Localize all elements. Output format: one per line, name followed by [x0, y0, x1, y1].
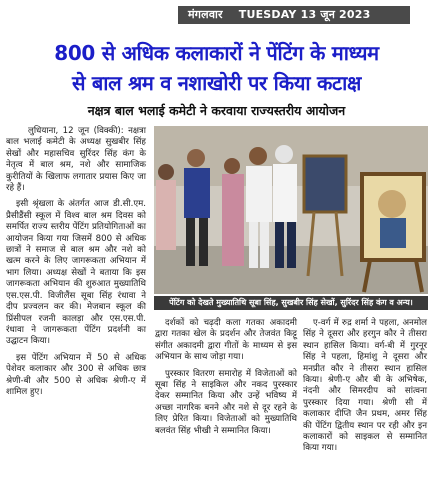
- paragraph: ए-वर्ग में रुद्र शर्मा ने पहला, अनमोल सिंह ने दूसरा और हरगुन कौर ने तीसरा स्थान हासिल किया। वर्ग-बी में गुरनूर सिंह ने पहला, हिमांशु ने दूसरा और मनप्रीत कौर ने तीसरा स्थान हासिल किया। श्रेणी-ए और बी के अभिषेक, नंदनी और सिमरदीप को सांत्वना पुरस्कार दिया गया। श्रेणी सी में कलाकार दीप्ति जैन प्रथम, अमर सिंह की पेंटिंग द्वितीय स्थान पर रही और इन कलाकारों को साइकल से सम्मानित किया गया।: [303, 318, 427, 454]
- paragraph: पुरस्कार वितरण समारोह में विजेताओं को सूबा सिंह ने साइकिल और नकद पुरस्कार देकर सम्मानित किया और उन्हें भविष्य में अच्छा नागरिक बनने और नशे से दूर रहने के लिए प्रेरित किया। विजेताओं को मुख्यातिथि बलवंत सिंह भीखी ने सम्मानित किया।: [155, 368, 297, 436]
- dateline-bar: [178, 6, 410, 24]
- paragraph: लुधियाना, 12 जून (विक्की): नक्षत्रा बाल भलाई कमेटी के अध्यक्ष सुखबीर सिंह सेखों और महासचिव सुरिंदर सिंह कंग के नेतृत्व में बाल श्रम, नशे और सामाजिक कुरीतियों के खिलाफ लगातार प्रयास किए जा रहे हैं।: [6, 126, 146, 194]
- headline-line-1: 800 से अधिक कलाकारों ने पेंटिंग के माध्यम: [54, 41, 379, 65]
- dateline-date: TUESDAY 13 जून 2023: [238, 8, 371, 21]
- news-photo: [154, 126, 428, 294]
- headline-line-2: से बाल श्रम व नशाखोरी पर किया कटाक्ष: [71, 71, 362, 95]
- paragraph: इस पेंटिंग अभियान में 50 से अधिक पेशेवर कलाकार और 300 से अधिक छात्र श्रेणी-बी और 500 से अधिक श्रेणी-ए में शामिल हुए।: [6, 352, 146, 397]
- paragraph: इसी श्रृंखला के अंतर्गत आज डी.सी.एम. प्रैसीडैंसी स्कूल में विश्व बाल श्रम दिवस को समर्पित राज्य स्तरीय पेंटिंग प्रतियोगिताओं का आयोजन किया गया जिसमें 800 से अधिक छात्रों ने समाज से बाल श्रम और नशे को खत्म करने के लिए जागरूकता अभियान में भाग लिया। अध्यक्ष सेखों ने बताया कि इस जागरूकता अभियान की शुरुआत मुख्यातिथि एस.एस.पी. विजीलैंस सूबा सिंह रंधावा ने दीप प्रज्वलन कर की। मेजबान स्कूल की प्रिंसीपल रजनी कालड़ा और एस.एस.पी. रंधावा ने जागरूकता पेंटिंग प्रदर्शनी का उद्घाटन किया।: [6, 199, 146, 347]
- article-column-1: [6, 126, 146, 403]
- headline: [6, 38, 427, 98]
- photo-illustration: [154, 126, 428, 294]
- article-column-3: [303, 318, 427, 460]
- article-column-2: [155, 318, 297, 442]
- dateline-day: मंगलवार: [188, 8, 223, 21]
- paragraph: दर्शकों को चढ़दी कला गतका अकादमी द्वारा गतका खेल के प्रदर्शन और तेजवंत किट्टू संगीत अकादमी द्वारा गीतों के माध्यम से इस अभियान के साथ जोड़ा गया।: [155, 318, 297, 363]
- subheadline: नक्षत्र बाल भलाई कमेटी ने करवाया राज्यस्तरीय आयोजन: [87, 103, 346, 118]
- photo-caption: पेंटिंग को देखते मुख्यातिथि सूबा सिंह, सुखबीर सिंह सेखों, सुरिंदर सिंह कंग व अन्य।: [154, 296, 428, 310]
